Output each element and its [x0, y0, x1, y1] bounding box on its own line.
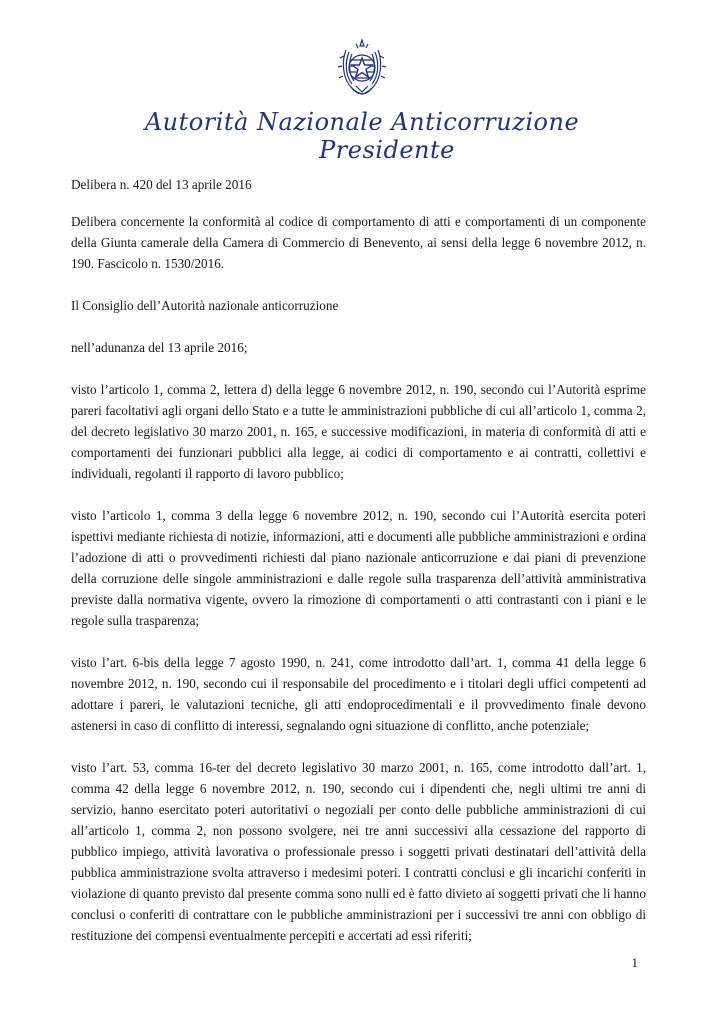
paragraph: visto l’art. 53, comma 16-ter del decreto legislativo 30 marzo 2001, n. 165, come introdotto dall’art. 1, comma 42 della legge 6 novembre 2012, n. 190, secondo cui i dipendenti che, negli ultimi tre anni di servizio, hanno esercitato poteri autoritativi o negoziali per conto delle pubbliche amministrazioni di cui all’articolo 1, comma 2, non possono svolgere, nei tre anni successivi alla cessazione del rapporto di pubblico impiego, attività lavorativa o professionale presso i soggetti privati destinatari dell’attività della pubblica amministrazione svolta attraverso i medesimi poteri. I contratti conclusi e gli incarichi conferiti in violazione di quanto previsto dal presente comma sono nulli ed è fatto divieto ai soggetti privati che li hanno conclusi o conferiti di contrattare con le pubbliche amministrazioni per i successivi tre anni con obbligo di restituzione dei compensi eventualmente percepiti e accertati ad essi riferiti;	[71, 760, 646, 943]
document-body	[71, 174, 646, 967]
council-line: Il Consiglio dell’Autorità nazionale anticorruzione	[71, 298, 339, 313]
paragraph: visto l’articolo 1, comma 2, lettera d) della legge 6 novembre 2012, n. 190, secondo cui l’Autorità esprime pareri facoltativi agli organi dello Stato e a tutte le amministrazioni pubbliche di cui all’articolo 1, comma 2, del decreto legislativo 30 marzo 2001, n. 165, e successive modificazioni, in materia di conformità di atti e comportamenti dei funzionari pubblici alla legge, ai codici di comportamento e ai contratti, collettivi e individuali, regolanti il rapporto di lavoro pubblico;	[71, 382, 646, 481]
letterhead	[0, 36, 724, 164]
meeting-line: nell’adunanza del 13 aprile 2016;	[71, 340, 248, 355]
italian-republic-emblem-icon	[332, 36, 392, 100]
delibera-subject: Delibera concernente la conformità al codice di comportamento di atti e comportamenti di un componente della Giunta camerale della Camera di Commercio di Benevento, ai sensi della legge 6 novembre 2012, n. 190. Fascicolo n. 1530/2016.	[71, 214, 646, 271]
page-number: 1	[631, 955, 638, 970]
paragraph: visto l’art. 6-bis della legge 7 agosto 1990, n. 241, come introdotto dall’art. 1, comma 41 della legge 6 novembre 2012, n. 190, secondo cui il responsabile del procedimento e i titolari degli uffici competenti ad adottare i pareri, le valutazioni tecniche, gli atti endoprocedimentali e il provvedimento finale devono astenersi in caso di conflitto di interessi, segnalando ogni situazione di conflitto, anche potenziale;	[71, 655, 646, 733]
delibera-reference: Delibera n. 420 del 13 aprile 2016	[71, 177, 252, 192]
org-name: Autorità Nazionale Anticorruzione	[144, 108, 580, 136]
org-role: Presidente	[319, 136, 455, 164]
paragraph: visto l’articolo 1, comma 3 della legge 6 novembre 2012, n. 190, secondo cui l’Autorità esercita poteri ispettivi mediante richiesta di notizie, informazioni, atti e documenti alle pubbliche amministrazioni e ordina l’adozione di atti o provvedimenti richiesti dal piano nazionale anticorruzione e dai piani di prevenzione della corruzione delle singole amministrazioni e dalle regole sulla trasparenza dell’attività amministrativa previste dalla normativa vigente, ovvero la rimozione di comportamenti o atti contrastanti con i piani e le regole sulla trasparenza;	[71, 508, 646, 628]
